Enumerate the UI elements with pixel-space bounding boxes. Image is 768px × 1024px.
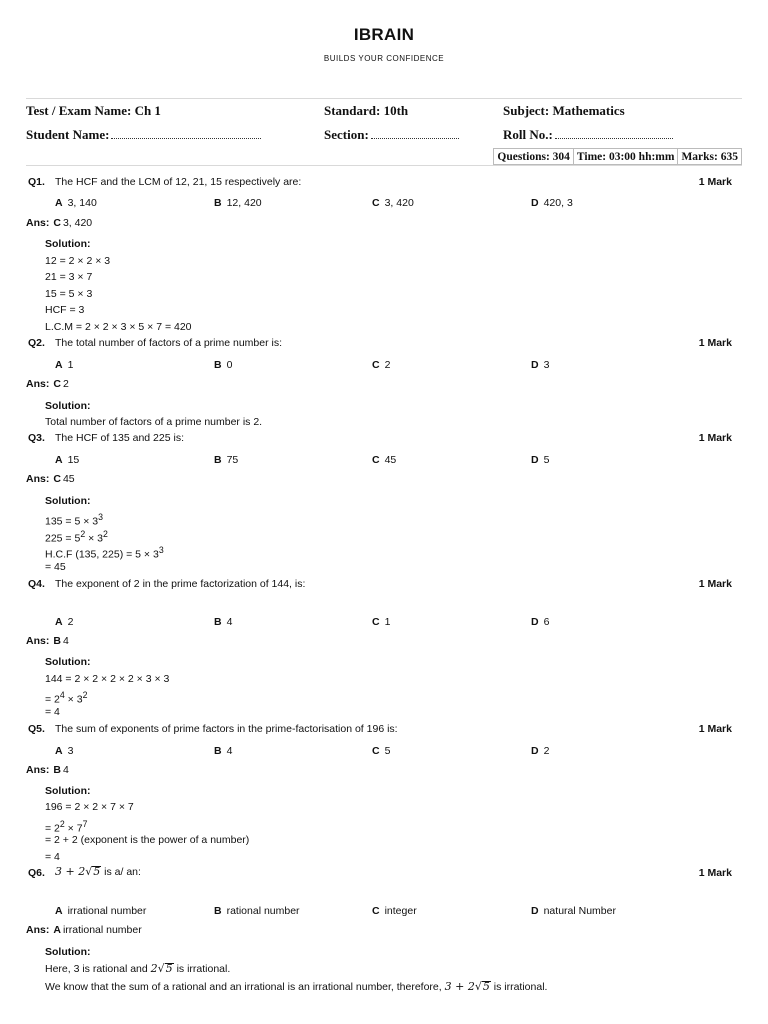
roll-no-line[interactable]: [555, 128, 673, 139]
option-b: B 4: [214, 745, 233, 757]
question-mark: 1 Mark: [698, 432, 732, 444]
option-a: A irrational number: [55, 905, 147, 917]
option-d: D 3: [531, 359, 550, 371]
option-a: A 1: [55, 359, 74, 371]
solution-line: 196 = 2 × 2 × 7 × 7: [45, 801, 134, 813]
option-d: D 420, 3: [531, 197, 573, 209]
option-c: C 45: [372, 454, 397, 466]
question-number: Q3.: [28, 432, 45, 444]
solution-line: 21 = 3 × 7: [45, 271, 93, 283]
questions-count: Questions: 304: [493, 148, 573, 165]
solution-label: Solution:: [45, 495, 91, 507]
option-d: D 5: [531, 454, 550, 466]
solution-line: 144 = 2 × 2 × 2 × 2 × 3 × 3: [45, 673, 170, 685]
solution-line: = 4: [45, 851, 60, 863]
math-expression: 3 + 2√5: [55, 865, 101, 878]
subject: Subject: Mathematics: [503, 103, 625, 118]
math-expression: 2√5: [150, 962, 173, 975]
standard: Standard: 10th: [324, 103, 409, 118]
question-mark: 1 Mark: [698, 867, 732, 879]
option-b: B 75: [214, 454, 239, 466]
option-c: C 5: [372, 745, 391, 757]
solution-line: = $2^2 \times 7^7$: [45, 819, 88, 835]
option-c: C 1: [372, 616, 391, 628]
option-b: B 0: [214, 359, 233, 371]
solution-line: We know that the sum of a rational and an irrational is an irrational number, therefore, 3 + 2√5 is irrational.: [45, 980, 548, 993]
option-a: A 3, 140: [55, 197, 97, 209]
solution-line: $225 = 5^2 \times 3^2$: [45, 529, 108, 545]
question-text: The HCF and the LCM of 12, 21, 15 respectively are:: [55, 176, 302, 188]
option-c: C 3, 420: [372, 197, 414, 209]
solution-line: $135 = 5 \times 3^3$: [45, 512, 104, 528]
roll-no-label: Roll No.:: [503, 127, 553, 142]
answer: Ans: C 45: [26, 473, 75, 485]
question-number: Q2.: [28, 337, 45, 349]
solution-line: 15 = 5 × 3: [45, 288, 93, 300]
section-field[interactable]: [324, 127, 459, 143]
solution-line: Total number of factors of a prime number is 2.: [45, 416, 263, 428]
solution-line: HCF = 3: [45, 304, 85, 316]
solution-label: Solution:: [45, 946, 91, 958]
option-d: D 2: [531, 745, 550, 757]
solution-line: = $2^4 \times 3^2$: [45, 690, 88, 706]
total-marks: Marks: 635: [677, 148, 742, 165]
answer: Ans: B 4: [26, 764, 69, 776]
question-text: 3 + 2√5 is a/ an:: [55, 865, 141, 878]
question-mark: 1 Mark: [698, 337, 732, 349]
test-name: Test / Exam Name: Ch 1: [26, 103, 161, 118]
answer: Ans: A irrational number: [26, 924, 142, 936]
option-d: D natural Number: [531, 905, 616, 917]
question-mark: 1 Mark: [698, 578, 732, 590]
solution-label: Solution:: [45, 238, 91, 250]
question-text: The HCF of 135 and 225 is:: [55, 432, 184, 444]
math-expression: 3 + 2√5: [444, 980, 490, 993]
roll-no-field[interactable]: [503, 127, 673, 143]
stats-divider: [26, 165, 742, 166]
question-number: Q6.: [28, 867, 45, 879]
student-name-line[interactable]: [111, 128, 261, 139]
question-text: The sum of exponents of prime factors in the prime-factorisation of 196 is:: [55, 723, 398, 735]
solution-line: = 45: [45, 561, 66, 573]
solution-line: 12 = 2 × 2 × 3: [45, 255, 111, 267]
header-divider: [26, 98, 742, 99]
answer: Ans: C 3, 420: [26, 217, 93, 229]
option-b: B 12, 420: [214, 197, 262, 209]
student-name-field[interactable]: [26, 127, 261, 143]
solution-line: = 4: [45, 706, 60, 718]
question-mark: 1 Mark: [698, 176, 732, 188]
solution-line: H.C.F (135, $225) = 5 \times 3^3$: [45, 545, 164, 561]
section-line[interactable]: [371, 128, 459, 139]
option-a: A 3: [55, 745, 74, 757]
question-number: Q4.: [28, 578, 45, 590]
section-label: Section:: [324, 127, 369, 142]
question-text: The total number of factors of a prime number is:: [55, 337, 283, 349]
answer: Ans: B 4: [26, 635, 69, 647]
brand-title: IBRAIN: [353, 25, 415, 44]
solution-line: = 2 + 2 (exponent is the power of a number): [45, 834, 250, 846]
student-name-label: Student Name:: [26, 127, 110, 142]
option-a: A 2: [55, 616, 74, 628]
time-limit: Time: 03:00 hh:mm: [573, 148, 678, 165]
stats-bar: [493, 148, 742, 165]
question-number: Q5.: [28, 723, 45, 735]
option-b: B 4: [214, 616, 233, 628]
solution-label: Solution:: [45, 785, 91, 797]
solution-label: Solution:: [45, 656, 91, 668]
option-b: B rational number: [214, 905, 300, 917]
solution-label: Solution:: [45, 400, 91, 412]
option-d: D 6: [531, 616, 550, 628]
solution-line: L.C.M = 2 × 2 × 3 × 5 × 7 = 420: [45, 321, 192, 333]
question-number: Q1.: [28, 176, 45, 188]
answer: Ans: C 2: [26, 378, 69, 390]
question-text: The exponent of 2 in the prime factorization of 144, is:: [55, 578, 306, 590]
option-c: C integer: [372, 905, 417, 917]
solution-line: Here, 3 is rational and 2√5 is irrational.: [45, 962, 231, 975]
option-a: A 15: [55, 454, 80, 466]
question-mark: 1 Mark: [698, 723, 732, 735]
option-c: C 2: [372, 359, 391, 371]
brand-tagline: BUILDS YOUR CONFIDENCE: [323, 54, 445, 63]
